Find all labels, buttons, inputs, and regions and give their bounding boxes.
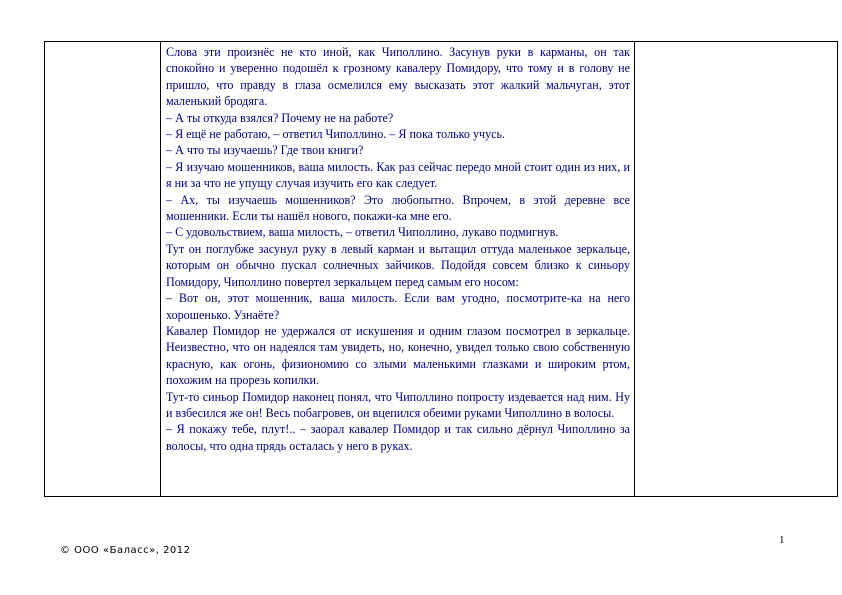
text-paragraph: Слова эти произнёс не кто иной, как Чиполлино. Засунув руки в карманы, он так спокойно и уверенно подошёл к грозному кавалеру Помидору, что тому и в голову не пришло, что правду в глаза осмелился ему высказать этот жалкий мальчуган, этот маленький бродяга. [166,45,630,109]
text-paragraph: Кавалер Помидор не удержался от искушения и одним глазом посмотрел в зеркальце. Неизвестно, что он надеялся там увидеть, но, конечно, увидел только свою собственную красную, как огонь, физиономию со злыми маленькими глазками и широким ртом, похожим на прорезь копилки. [166,323,630,388]
text-paragraph: – Вот он, этот мошенник, ваша милость. Если вам угодно, посмотрите-ка на него хорошенько. Узнаёте? [166,291,630,322]
text-paragraph: Тут-то синьор Помидор наконец понял, что Чиполлино попросту издевается над ним. Ну и взбесился же он! Весь побагровев, он вцепился обеими руками Чиполлино в волосы. [166,389,630,420]
table-right-cell [634,42,837,496]
text-paragraph: – Я покажу тебе, плут!.. – заорал кавалер Помидор и так сильно дёрнул Чиполлино за волосы, что одна прядь осталась у него в руках. [166,422,630,453]
text-paragraph: – Я изучаю мошенников, ваша милость. Как раз сейчас передо мной стоит один из них, и я ни за что не упущу случая изучить его как следует. [166,159,630,191]
text-paragraph: – Ах, ты изучаешь мошенников? Это любопытно. Впрочем, в этой деревне все мошенники. Если ты нашёл нового, покажи-ка мне его. [166,192,630,224]
table-left-cell [45,42,161,496]
table-text-cell [161,42,635,496]
text-paragraph: – А ты откуда взялся? Почему не на работе? [166,110,394,125]
text-paragraph: – С удовольствием, ваша милость, – ответил Чиполлино, лукаво подмигнув. [166,225,559,240]
text-paragraph: – А что ты изучаешь? Где твои книги? [166,143,364,158]
text-paragraph: Тут он поглубже засунул руку в левый карман и вытащил оттуда маленькое зеркальце, которым он обычно пускал солнечных зайчиков. Подойдя совсем близко к синьору Помидору, Чиполлино повертел зеркальцем перед самым его носом: [166,241,630,289]
footer-copyright: © ООО «Баласс», 2012 [60,545,191,556]
page-number: 1 [779,534,785,546]
text-paragraph: – Я ещё не работаю, – ответил Чиполлино. – Я пока только учусь. [166,127,506,142]
content-table [44,41,838,497]
